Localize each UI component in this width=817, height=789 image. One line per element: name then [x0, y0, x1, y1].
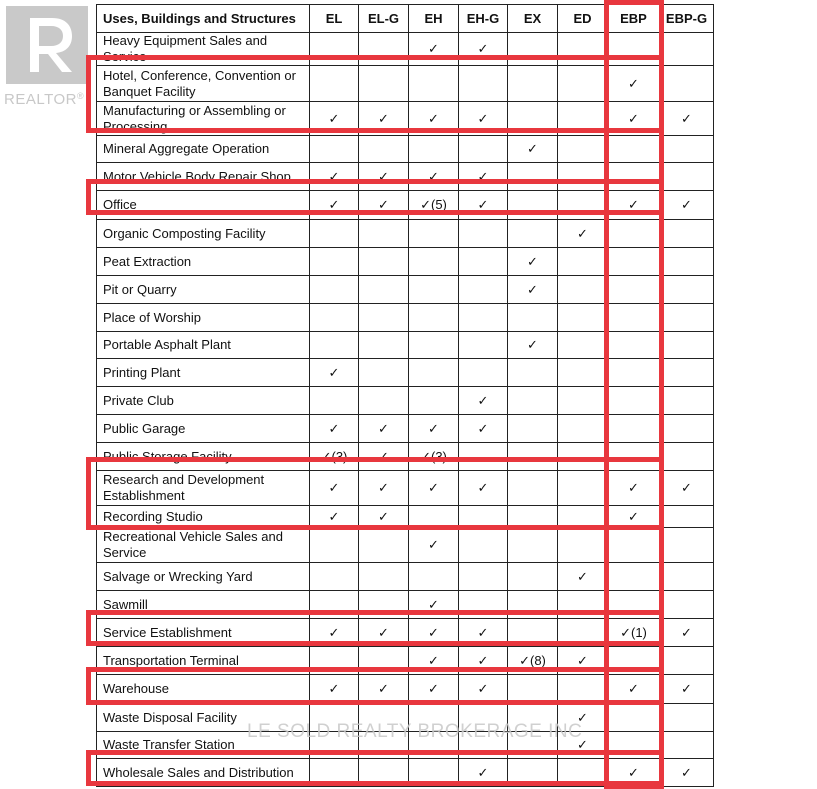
permission-cell: ✓(3)	[409, 443, 459, 471]
permission-cell	[558, 759, 608, 787]
permission-cell: ✓	[409, 415, 459, 443]
table-row	[97, 163, 714, 191]
table-row	[97, 759, 714, 787]
permission-cell	[558, 619, 608, 647]
permission-cell: ✓	[409, 647, 459, 675]
permission-cell	[409, 304, 459, 332]
permission-cell: ✓	[508, 136, 558, 163]
permission-cell	[508, 359, 558, 387]
permission-cell	[558, 415, 608, 443]
permission-cell	[558, 506, 608, 528]
permission-cell: ✓	[508, 248, 558, 276]
permission-cell	[409, 563, 459, 591]
use-name-cell: Mineral Aggregate Operation	[97, 136, 310, 163]
permission-cell: ✓	[310, 471, 359, 506]
permission-cell	[558, 304, 608, 332]
permission-cell	[508, 66, 558, 102]
header-ex: EX	[508, 5, 558, 33]
permission-cell	[359, 304, 409, 332]
permission-cell: ✓	[310, 359, 359, 387]
permission-cell	[310, 304, 359, 332]
permission-cell	[508, 704, 558, 732]
permission-cell	[508, 528, 558, 563]
permission-cell: ✓	[558, 220, 608, 248]
use-name-cell: Portable Asphalt Plant	[97, 332, 310, 359]
permission-cell	[359, 591, 409, 619]
permission-cell	[508, 619, 558, 647]
use-name-cell: Recording Studio	[97, 506, 310, 528]
table-row	[97, 33, 714, 66]
permission-cell	[660, 33, 714, 66]
header-ed: ED	[558, 5, 608, 33]
permission-cell	[459, 563, 508, 591]
permission-cell	[660, 506, 714, 528]
permission-cell	[608, 276, 660, 304]
permission-cell	[508, 304, 558, 332]
permission-cell	[310, 759, 359, 787]
permission-cell: ✓	[660, 102, 714, 136]
permission-cell: ✓	[459, 33, 508, 66]
permission-cell	[359, 563, 409, 591]
permission-cell: ✓	[459, 102, 508, 136]
permission-cell	[459, 66, 508, 102]
permission-cell	[310, 704, 359, 732]
permission-cell	[508, 675, 558, 704]
table-row	[97, 136, 714, 163]
permission-cell: ✓	[359, 675, 409, 704]
permission-cell	[459, 136, 508, 163]
permission-cell	[409, 332, 459, 359]
permission-cell	[459, 506, 508, 528]
use-name-cell: Place of Worship	[97, 304, 310, 332]
permission-cell: ✓(8)	[508, 647, 558, 675]
table-row	[97, 443, 714, 471]
permission-cell	[558, 66, 608, 102]
permission-cell: ✓	[608, 102, 660, 136]
table-row	[97, 304, 714, 332]
table-row	[97, 415, 714, 443]
permission-cell: ✓	[359, 443, 409, 471]
permission-cell	[359, 647, 409, 675]
permission-cell	[508, 387, 558, 415]
table-row	[97, 704, 714, 732]
table-row	[97, 359, 714, 387]
permission-cell	[660, 591, 714, 619]
permission-cell	[660, 415, 714, 443]
permission-cell: ✓	[359, 191, 409, 220]
permission-cell	[660, 332, 714, 359]
permission-cell	[660, 704, 714, 732]
permission-cell	[359, 732, 409, 759]
permission-cell	[508, 506, 558, 528]
use-name-cell: Warehouse	[97, 675, 310, 704]
header-uses: Uses, Buildings and Structures	[97, 5, 310, 33]
permission-cell	[310, 332, 359, 359]
permission-cell	[359, 220, 409, 248]
permission-cell: ✓	[359, 506, 409, 528]
use-name-cell: Public Storage Facility	[97, 443, 310, 471]
permission-cell	[409, 66, 459, 102]
header-eh: EH	[409, 5, 459, 33]
permission-cell	[409, 759, 459, 787]
use-name-cell: Organic Composting Facility	[97, 220, 310, 248]
table-row	[97, 248, 714, 276]
permission-cell	[558, 387, 608, 415]
permission-cell: ✓	[409, 33, 459, 66]
permission-cell	[660, 276, 714, 304]
table-body	[97, 33, 714, 787]
table-row	[97, 387, 714, 415]
permission-cell	[608, 704, 660, 732]
use-name-cell: Waste Transfer Station	[97, 732, 310, 759]
permission-cell	[409, 136, 459, 163]
permission-cell	[508, 443, 558, 471]
permission-cell	[508, 220, 558, 248]
permission-cell: ✓	[409, 619, 459, 647]
permission-cell	[409, 359, 459, 387]
permission-cell	[459, 332, 508, 359]
permission-cell	[558, 276, 608, 304]
permission-cell: ✓(3)	[310, 443, 359, 471]
permission-cell	[459, 704, 508, 732]
permission-cell	[310, 220, 359, 248]
permission-cell	[660, 359, 714, 387]
use-name-cell: Hotel, Conference, Convention or Banquet Facility	[97, 66, 310, 102]
permission-cell: ✓	[310, 506, 359, 528]
table-row	[97, 506, 714, 528]
permission-cell	[608, 732, 660, 759]
permission-cell	[310, 33, 359, 66]
permission-cell: ✓	[310, 415, 359, 443]
permission-cell	[310, 387, 359, 415]
permission-cell	[660, 304, 714, 332]
permission-cell	[660, 443, 714, 471]
permission-cell	[660, 563, 714, 591]
permission-cell	[409, 387, 459, 415]
permission-cell: ✓	[558, 704, 608, 732]
permission-cell: ✓	[409, 163, 459, 191]
permission-cell: ✓	[508, 276, 558, 304]
permission-cell: ✓	[459, 191, 508, 220]
permission-cell	[508, 191, 558, 220]
permission-cell	[359, 528, 409, 563]
permission-cell	[558, 248, 608, 276]
permission-cell	[508, 759, 558, 787]
permission-cell	[310, 591, 359, 619]
permission-cell: ✓	[459, 387, 508, 415]
permission-cell: ✓	[608, 471, 660, 506]
use-name-cell: Research and Development Establishment	[97, 471, 310, 506]
use-name-cell: Office	[97, 191, 310, 220]
zoning-uses-table	[96, 4, 714, 787]
use-name-cell: Wholesale Sales and Distribution	[97, 759, 310, 787]
permission-cell: ✓	[409, 528, 459, 563]
permission-cell	[660, 136, 714, 163]
permission-cell	[558, 332, 608, 359]
permission-cell: ✓	[608, 66, 660, 102]
permission-cell	[608, 220, 660, 248]
table-header-row	[97, 5, 714, 33]
permission-cell	[459, 528, 508, 563]
permission-cell	[359, 759, 409, 787]
permission-cell	[608, 163, 660, 191]
permission-cell: ✓	[558, 732, 608, 759]
permission-cell: ✓	[608, 675, 660, 704]
permission-cell	[459, 248, 508, 276]
use-name-cell: Printing Plant	[97, 359, 310, 387]
realtor-logo-block	[6, 6, 88, 84]
permission-cell	[310, 563, 359, 591]
permission-cell	[558, 191, 608, 220]
permission-cell: ✓	[459, 163, 508, 191]
permission-cell	[608, 443, 660, 471]
permission-cell: ✓	[310, 191, 359, 220]
permission-cell	[310, 136, 359, 163]
permission-cell	[459, 732, 508, 759]
permission-cell	[310, 732, 359, 759]
permission-cell: ✓	[310, 102, 359, 136]
permission-cell	[508, 102, 558, 136]
permission-cell	[558, 443, 608, 471]
permission-cell	[660, 387, 714, 415]
permission-cell	[359, 66, 409, 102]
use-name-cell: Heavy Equipment Sales and Service	[97, 33, 310, 66]
permission-cell	[508, 415, 558, 443]
permission-cell	[558, 102, 608, 136]
permission-cell	[608, 136, 660, 163]
permission-cell: ✓	[359, 619, 409, 647]
permission-cell	[359, 359, 409, 387]
permission-cell	[660, 220, 714, 248]
permission-cell	[359, 136, 409, 163]
table-row	[97, 332, 714, 359]
permission-cell: ✓	[459, 415, 508, 443]
permission-cell	[409, 248, 459, 276]
permission-cell	[558, 359, 608, 387]
use-name-cell: Manufacturing or Assembling or Processing	[97, 102, 310, 136]
permission-cell	[459, 304, 508, 332]
permission-cell: ✓	[359, 471, 409, 506]
permission-cell	[608, 563, 660, 591]
table-row	[97, 191, 714, 220]
permission-cell: ✓	[310, 675, 359, 704]
permission-cell: ✓	[459, 759, 508, 787]
permission-cell	[660, 248, 714, 276]
permission-cell	[608, 528, 660, 563]
permission-cell: ✓	[409, 591, 459, 619]
permission-cell	[359, 33, 409, 66]
permission-cell: ✓	[409, 675, 459, 704]
permission-cell	[608, 415, 660, 443]
permission-cell: ✓	[359, 163, 409, 191]
permission-cell: ✓	[660, 471, 714, 506]
permission-cell	[310, 248, 359, 276]
permission-cell: ✓	[608, 191, 660, 220]
permission-cell	[409, 276, 459, 304]
permission-cell: ✓	[409, 471, 459, 506]
permission-cell	[608, 248, 660, 276]
permission-cell	[660, 647, 714, 675]
permission-cell	[558, 528, 608, 563]
permission-cell	[608, 304, 660, 332]
permission-cell	[508, 33, 558, 66]
permission-cell	[660, 732, 714, 759]
permission-cell	[608, 33, 660, 66]
permission-cell: ✓	[459, 647, 508, 675]
permission-cell	[508, 471, 558, 506]
permission-cell: ✓	[359, 415, 409, 443]
permission-cell	[459, 220, 508, 248]
permission-cell: ✓	[660, 191, 714, 220]
permission-cell	[359, 704, 409, 732]
permission-cell	[608, 359, 660, 387]
permission-cell	[558, 33, 608, 66]
permission-cell	[459, 276, 508, 304]
permission-cell: ✓	[310, 619, 359, 647]
permission-cell: ✓(1)	[608, 619, 660, 647]
table-row	[97, 66, 714, 102]
watermark-text: LE SOLD REALTY BROKERAGE INC	[247, 721, 583, 742]
use-name-cell: Pit or Quarry	[97, 276, 310, 304]
table-row	[97, 471, 714, 506]
permission-cell	[660, 528, 714, 563]
permission-cell	[508, 563, 558, 591]
permission-cell	[608, 647, 660, 675]
permission-cell: ✓	[508, 332, 558, 359]
use-name-cell: Salvage or Wrecking Yard	[97, 563, 310, 591]
table-row	[97, 276, 714, 304]
permission-cell	[359, 387, 409, 415]
permission-cell	[409, 704, 459, 732]
use-name-cell: Private Club	[97, 387, 310, 415]
permission-cell	[608, 387, 660, 415]
table-row	[97, 220, 714, 248]
permission-cell: ✓(5)	[409, 191, 459, 220]
table-row	[97, 563, 714, 591]
table-row	[97, 102, 714, 136]
permission-cell	[409, 220, 459, 248]
permission-cell	[310, 66, 359, 102]
permission-cell	[508, 732, 558, 759]
permission-cell: ✓	[310, 163, 359, 191]
permission-cell: ✓	[660, 759, 714, 787]
use-name-cell: Transportation Terminal	[97, 647, 310, 675]
permission-cell: ✓	[608, 759, 660, 787]
permission-cell	[558, 591, 608, 619]
permission-cell	[459, 443, 508, 471]
permission-cell	[310, 528, 359, 563]
permission-cell	[508, 591, 558, 619]
permission-cell	[558, 136, 608, 163]
use-name-cell: Sawmill	[97, 591, 310, 619]
permission-cell	[558, 471, 608, 506]
permission-cell: ✓	[660, 619, 714, 647]
permission-cell: ✓	[409, 102, 459, 136]
permission-cell	[558, 675, 608, 704]
permission-cell	[310, 276, 359, 304]
table-row	[97, 647, 714, 675]
permission-cell: ✓	[459, 471, 508, 506]
use-name-cell: Recreational Vehicle Sales and Service	[97, 528, 310, 563]
use-name-cell: Service Establishment	[97, 619, 310, 647]
permission-cell: ✓	[459, 675, 508, 704]
realtor-logo-text: REALTOR®	[4, 91, 85, 108]
permission-cell: ✓	[660, 675, 714, 704]
permission-cell	[409, 732, 459, 759]
permission-cell: ✓	[558, 563, 608, 591]
header-ebp: EBP	[608, 5, 660, 33]
use-name-cell: Peat Extraction	[97, 248, 310, 276]
permission-cell	[459, 591, 508, 619]
header-el: EL	[310, 5, 359, 33]
use-name-cell: Motor Vehicle Body Repair Shop	[97, 163, 310, 191]
permission-cell: ✓	[558, 647, 608, 675]
table-row	[97, 732, 714, 759]
permission-cell: ✓	[459, 619, 508, 647]
table-row	[97, 619, 714, 647]
table-row	[97, 528, 714, 563]
use-name-cell: Waste Disposal Facility	[97, 704, 310, 732]
permission-cell	[660, 66, 714, 102]
permission-cell	[459, 359, 508, 387]
permission-cell	[608, 332, 660, 359]
permission-cell	[409, 506, 459, 528]
header-el-g: EL-G	[359, 5, 409, 33]
permission-cell	[608, 591, 660, 619]
permission-cell: ✓	[608, 506, 660, 528]
header-eh-g: EH-G	[459, 5, 508, 33]
permission-cell	[359, 248, 409, 276]
permission-cell	[310, 647, 359, 675]
permission-cell	[660, 163, 714, 191]
table-row	[97, 675, 714, 704]
permission-cell	[359, 332, 409, 359]
permission-cell	[359, 276, 409, 304]
table-row	[97, 591, 714, 619]
permission-cell: ✓	[359, 102, 409, 136]
permission-cell	[508, 163, 558, 191]
use-name-cell: Public Garage	[97, 415, 310, 443]
permission-cell	[558, 163, 608, 191]
header-ebp-g: EBP-G	[660, 5, 714, 33]
